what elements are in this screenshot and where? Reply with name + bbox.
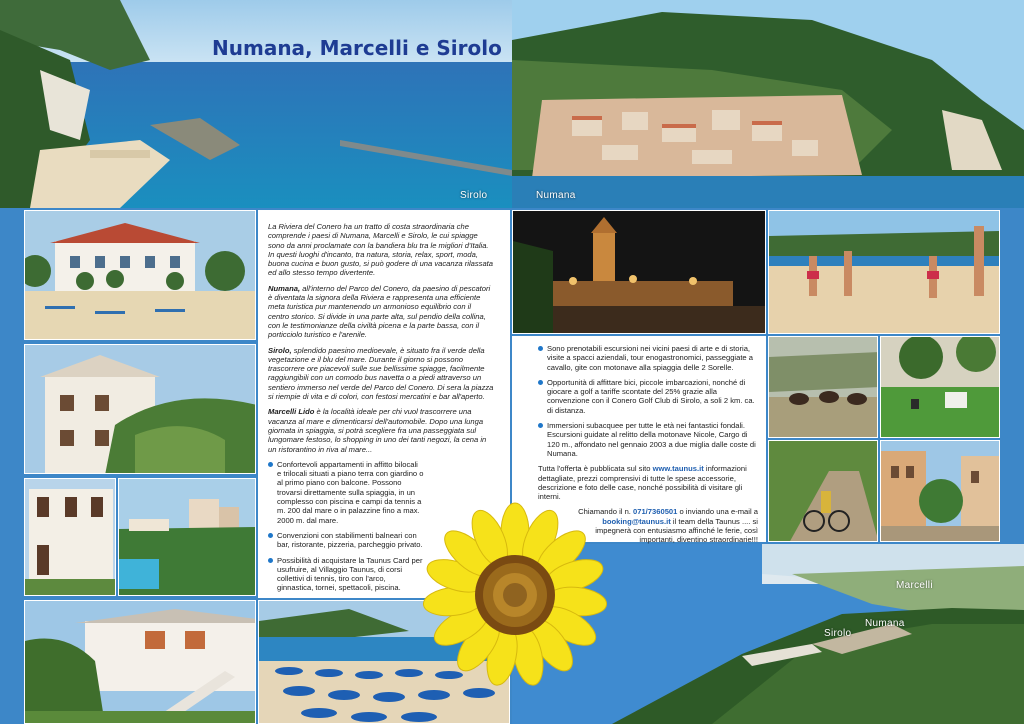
caption-numana-bottom: Numana bbox=[865, 618, 905, 629]
numana-text: all'interno del Parco del Conero, da paesino di pescatori è diventata la signora della Riviera e rappresenta una efficiente meta turistica pur mantenendo un armonioso equilibrio con il centro storico. Si divide in una parte alta, sul pendio della collina, con le testimonianze della civiltà picena e la parte bassa, con il porticciolo turistico e l'arenile. bbox=[268, 283, 491, 340]
intro-paragraph: La Riviera del Conero ha un tratto di costa straordinaria che comprende i paesi di Numana, Marcelli e Sirolo, le cui spiagge sono da anni proclamate con la bandiera blu tra le migliori d'Italia. In questi luoghi d'incanto, tra natura, storia, relax, sport, moda, buona cucina e buon gusto, si può godere di una vacanza rilassata ed allo stesso tempo divertente. bbox=[268, 222, 494, 278]
photo-sirolo-coast bbox=[0, 0, 512, 208]
offer-text-after: informazioni dettagliate, prezzi comprensivi di tutte le spese accessorie, descrizione e foto delle case, nonché possibilità di visitare gli interni. bbox=[538, 464, 747, 502]
list-item: Confortevoli appartamenti in affitto bilocali e trilocali situati a piano terra con giardino o al primo piano con balcone. Possono trovarsi direttamente sulla spiaggia, in un complesso con piscina e campi da tennis a m. 200 dal mare o in palazzine fino a max. 2000 m. dal mare. bbox=[268, 460, 424, 525]
photo-white-villa bbox=[24, 344, 256, 474]
photo-mountain-bike bbox=[768, 440, 878, 542]
list-item: Convenzioni con stabilimenti balneari con bar, ristorante, pizzeria, parcheggio privato. bbox=[268, 531, 424, 550]
contact-pre: Chiamando il n. bbox=[578, 507, 634, 517]
offer-paragraph bbox=[538, 464, 758, 501]
photo-numana-panorama bbox=[512, 0, 1024, 208]
sunflower-illustration bbox=[420, 500, 610, 690]
photo-pool-residence bbox=[118, 478, 256, 596]
contact-mid: o inviando una e-mail a bbox=[677, 507, 758, 517]
photo-golf bbox=[880, 336, 1000, 438]
list-item: Opportunità di affittare bici, piccole imbarcazioni, nonché di giocare a golf a tariffe scontate del 25% grazie alla convenzione con il Conero Golf Club di Sirolo, a soli 2 km. ca. di distanza. bbox=[538, 378, 758, 415]
email-link[interactable]: booking@taunus.it bbox=[602, 516, 671, 526]
caption-sirolo-bottom: Sirolo bbox=[824, 628, 852, 639]
photo-sirolo-night-square bbox=[512, 210, 766, 334]
photo-beach-volleyball bbox=[768, 210, 1000, 334]
marcelli-text: è la località ideale per chi vuol trascorrere una vacanza al mare e dimenticarsi dell'automobile. Dopo una lunga giornata in spiaggia, si potrà scegliere fra una passeggiata sul lungomare festoso, lo shopping in uno dei tanti negozi, la cena in un ristorantino in riva al mare... bbox=[268, 407, 487, 454]
caption-numana-top: Numana bbox=[536, 190, 576, 201]
caption-sirolo-top: Sirolo bbox=[460, 190, 488, 201]
numana-lead: Numana, bbox=[268, 283, 301, 293]
phone-number[interactable]: 071/7360501 bbox=[633, 507, 678, 517]
website-link[interactable]: www.taunus.it bbox=[652, 464, 704, 474]
sirolo-text: splendido paesino medioevale, è situato fra il verde della vegetazione e il blu del mare. Durante il giorno si possono trascorrere ore piacevoli sulle sue bellissime spiagge, facilmente raggiungibili con un comodo bus navetta o a piedi attraverso un sentiero immerso nel verde del Parco del Conero. Di sera la piazza si riempie di vita e di colori, con festosi mercatini e bar all'aperto. bbox=[268, 345, 494, 402]
marcelli-paragraph bbox=[268, 407, 494, 453]
page-title: Numana, Marcelli e Sirolo bbox=[212, 36, 502, 60]
photo-house-garden bbox=[24, 478, 116, 596]
sirolo-paragraph bbox=[268, 346, 494, 402]
contact-post: il team della Taunus .... si impegnerà con entusiasmo affinché le ferie, così importanti, diventino straordinarie!!! bbox=[595, 516, 758, 545]
photo-beach-hotel bbox=[24, 210, 256, 340]
sirolo-lead: Sirolo, bbox=[268, 345, 292, 355]
numana-paragraph bbox=[268, 284, 494, 340]
photo-village-street bbox=[880, 440, 1000, 542]
marcelli-lead: Marcelli Lido bbox=[268, 407, 315, 417]
caption-marcelli: Marcelli bbox=[896, 580, 933, 591]
offer-text-before: Tutta l'offerta è pubblicata sul sito bbox=[538, 464, 653, 474]
list-item: Immersioni subacquee per tutte le età nei fantastici fondali. Escursioni guidate al relitto della motonave Nicole, Cargo di 120 m., affondato nel gennaio 2003 a due miglia dalle coste di Numana. bbox=[538, 421, 758, 458]
photo-cottage-stairs bbox=[24, 600, 256, 724]
list-item: Sono prenotabili escursioni nei vicini paesi di arte e di storia, visite a spacci aziendali, tour enogastronomici, passeggiate a cavallo, gite con motonave alla spiaggia delle 2 Sorelle. bbox=[538, 344, 758, 372]
photo-horse-riding bbox=[768, 336, 878, 438]
list-item: Possibilità di acquistare la Taunus Card per usufruire, al Villaggio Taunus, di corsi collettivi di tennis, tiro con l'arco, ginnastica, tornei, spettacoli, piscina. bbox=[268, 556, 424, 593]
